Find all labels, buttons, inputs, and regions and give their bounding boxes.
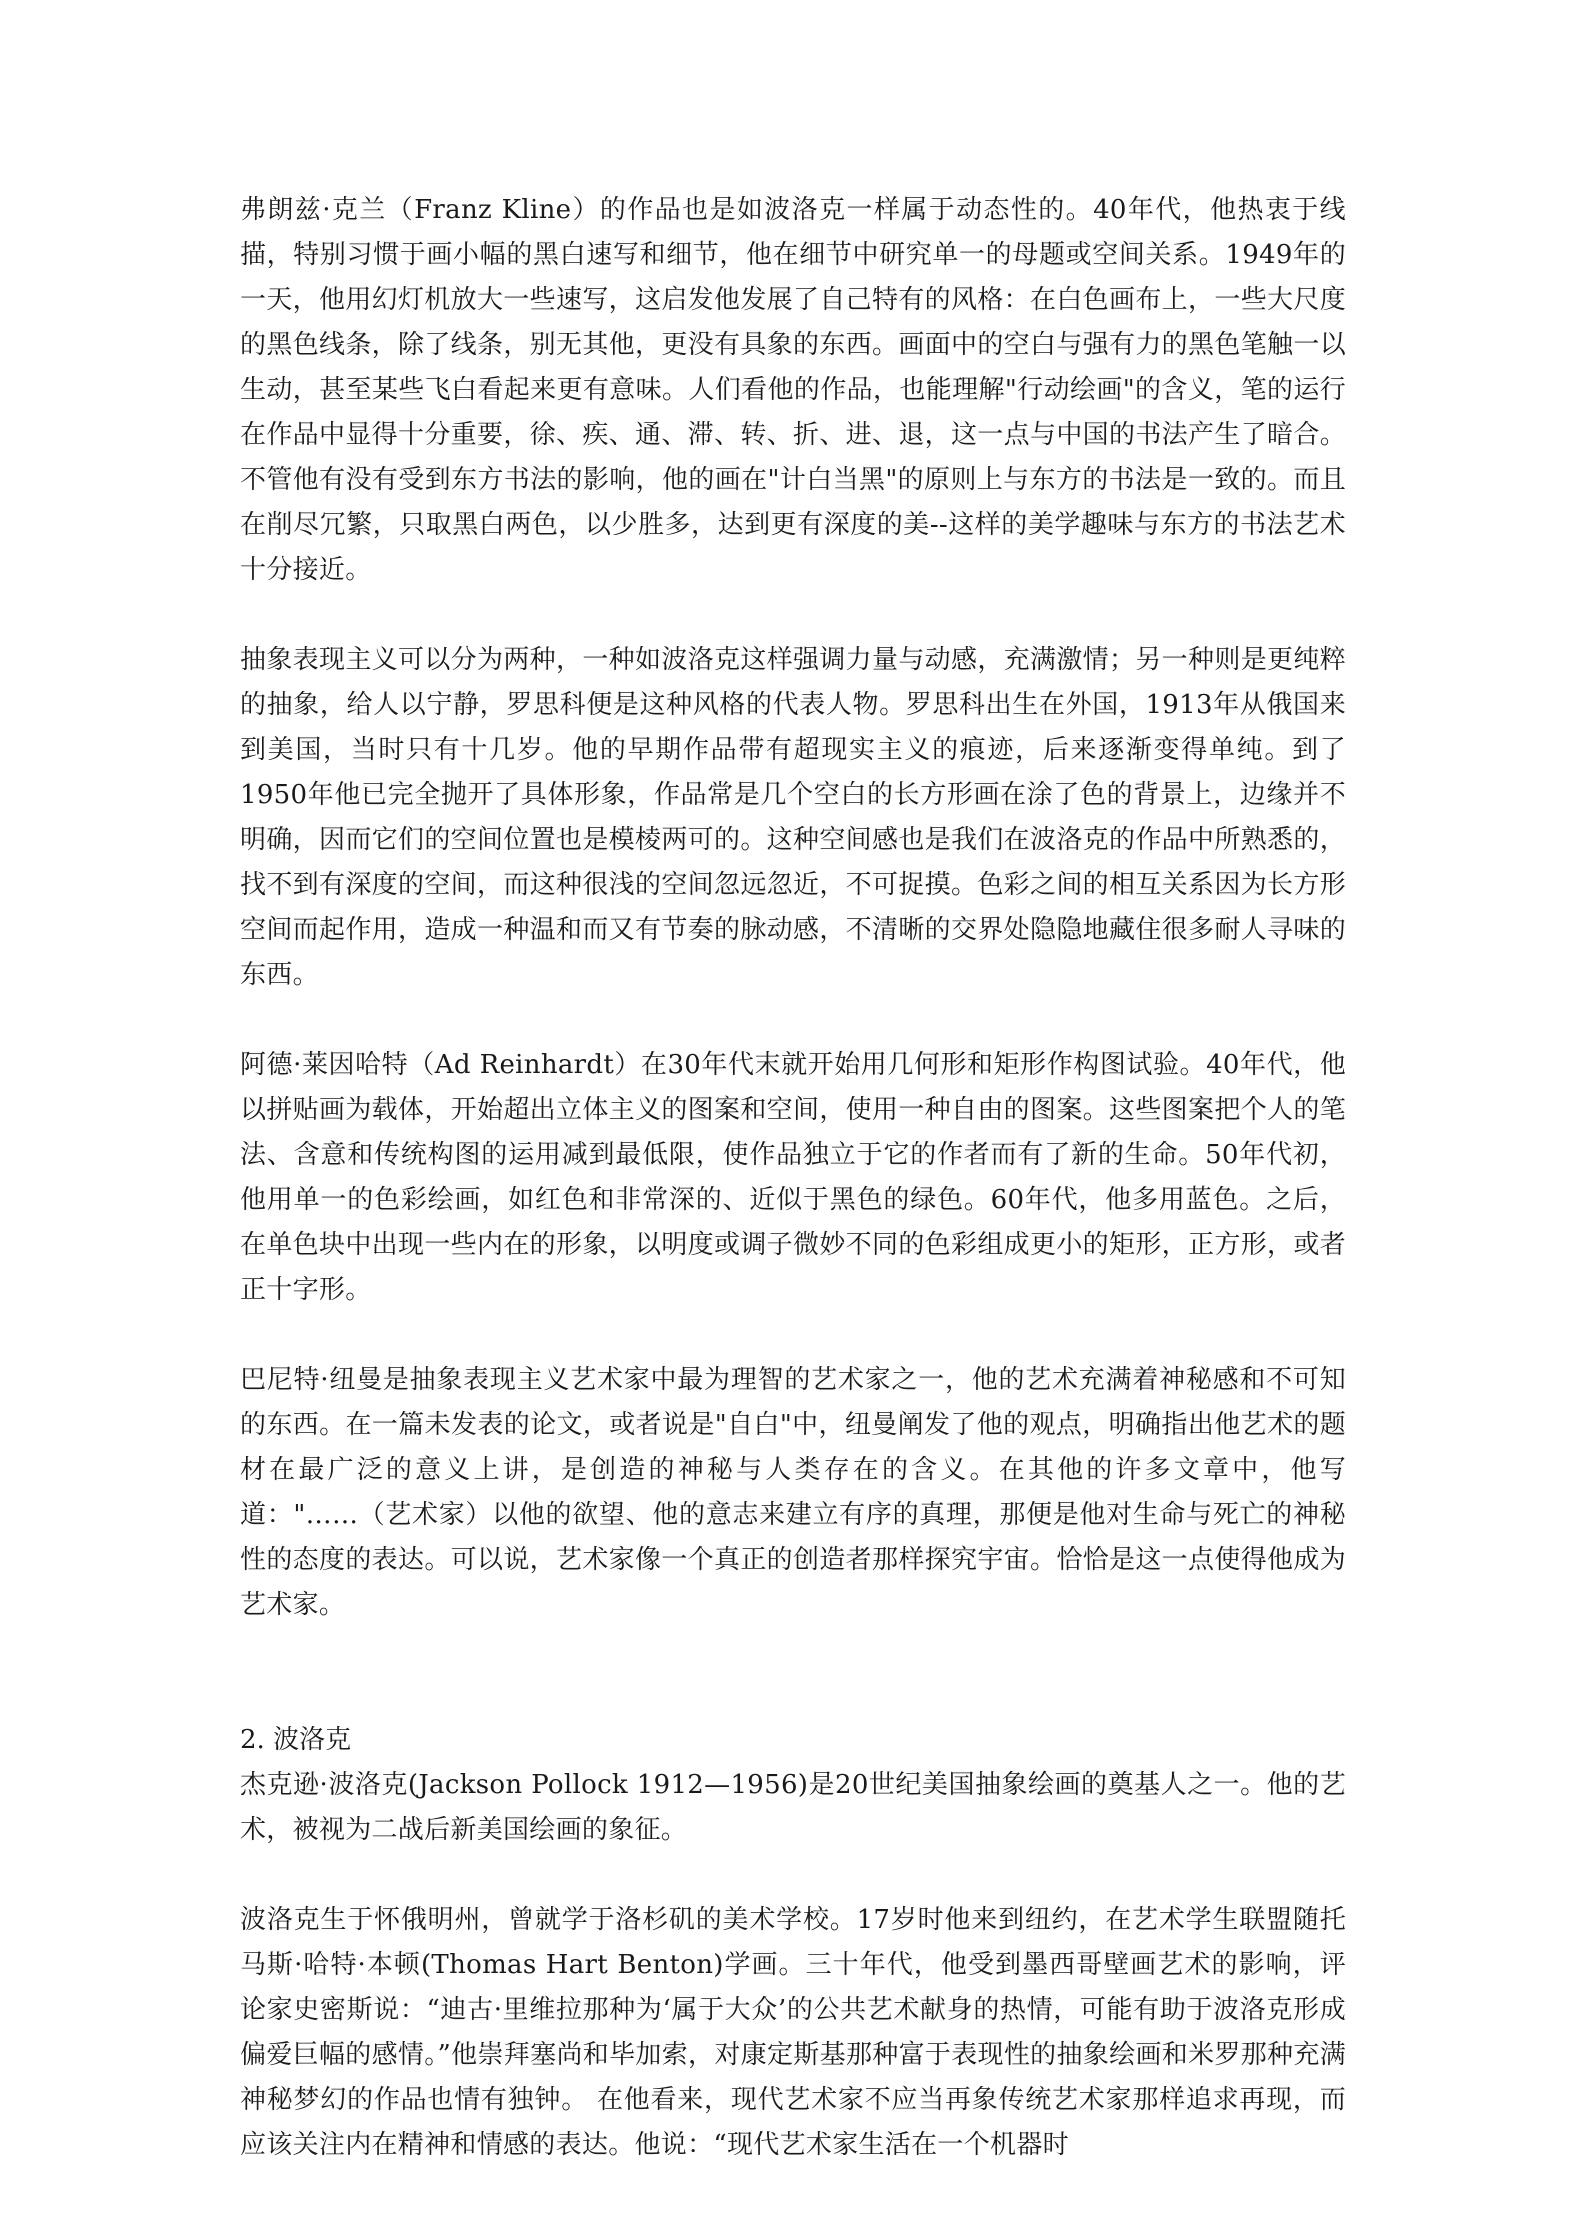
paragraph-ad-reinhardt: 阿德·莱因哈特（Ad Reinhardt）在30年代末就开始用几何形和矩形作构图试验。40年代，他以拼贴画为载体，开始超出立体主义的图案和空间，使用一种自由的图案。这些图案把个人的笔法、含意和传统构图的运用减到最低限，使作品独立于它的作者而有了新的生命。50年代初，他用单一的色彩绘画，如红色和非常深的、近似于黑色的绿色。60年代，他多用蓝色。之后，在单色块中出现一些内在的形象，以明度或调子微妙不同的色彩组成更小的矩形，正方形，或者正十字形。 bbox=[240, 1050, 1346, 1305]
paragraph-pollock-intro: 杰克逊·波洛克(Jackson Pollock 1912—1956)是20世纪美国抽象绘画的奠基人之一。他的艺术，被视为二战后新美国绘画的象征。 bbox=[240, 1770, 1346, 1845]
paragraph-franz-kline: 弗朗兹·克兰（Franz Kline）的作品也是如波洛克一样属于动态性的。40年代，他热衷于线描，特别习惯于画小幅的黑白速写和细节，他在细节中研究单一的母题或空间关系。1949年的一天，他用幻灯机放大一些速写，这启发他发展了自己特有的风格：在白色画布上，一些大尺度的黑色线条，除了线条，别无其他，更没有具象的东西。画面中的空白与强有力的黑色笔触一以生动，甚至某些飞白看起来更有意味。人们看他的作品，也能理解"行动绘画"的含义，笔的运行在作品中显得十分重要，徐、疾、通、滞、转、折、进、退，这一点与中国的书法产生了暗合。不管他有没有受到东方书法的影响，他的画在"计白当黑"的原则上与东方的书法是一致的。而且在削尽冗繁，只取黑白两色，以少胜多，达到更有深度的美--这样的美学趣味与东方的书法艺术十分接近。 bbox=[240, 195, 1346, 585]
document-body bbox=[240, 188, 1346, 2168]
section-heading-pollock: 2. 波洛克 bbox=[240, 1725, 352, 1755]
paragraph-rothko: 抽象表现主义可以分为两种，一种如波洛克这样强调力量与动感，充满激情；另一种则是更纯粹的抽象，给人以宁静，罗思科便是这种风格的代表人物。罗思科出生在外国，1913年从俄国来到美国，当时只有十几岁。他的早期作品带有超现实主义的痕迹，后来逐渐变得单纯。到了1950年他已完全抛开了具体形象，作品常是几个空白的长方形画在涂了色的背景上，边缘并不明确，因而它们的空间位置也是模棱两可的。这种空间感也是我们在波洛克的作品中所熟悉的，找不到有深度的空间，而这种很浅的空间忽远忽近，不可捉摸。色彩之间的相互关系因为长方形空间而起作用，造成一种温和而又有节奏的脉动感，不清晰的交界处隐隐地藏住很多耐人寻味的东西。 bbox=[240, 645, 1346, 990]
paragraph-barnett-newman: 巴尼特·纽曼是抽象表现主义艺术家中最为理智的艺术家之一，他的艺术充满着神秘感和不可知的东西。在一篇未发表的论文，或者说是"自白"中，纽曼阐发了他的观点，明确指出他艺术的题材在最广泛的意义上讲，是创造的神秘与人类存在的含义。在其他的许多文章中，他写道："……（艺术家）以他的欲望、他的意志来建立有序的真理，那便是他对生命与死亡的神秘性的态度的表达。可以说，艺术家像一个真正的创造者那样探究宇宙。恰恰是这一点使得他成为艺术家。 bbox=[240, 1365, 1346, 1620]
paragraph-pollock-biography: 波洛克生于怀俄明州，曾就学于洛杉矶的美术学校。17岁时他来到纽约，在艺术学生联盟随托马斯·哈特·本顿(Thomas Hart Benton)学画。三十年代，他受到墨西哥壁画艺术的影响，评论家史密斯说：“迪古·里维拉那种为‘属于大众’的公共艺术献身的热情，可能有助于波洛克形成偏爱巨幅的感情。”他崇拜塞尚和毕加索，对康定斯基那种富于表现性的抽象绘画和米罗那种充满神秘梦幻的作品也情有独钟。 在他看来，现代艺术家不应当再象传统艺术家那样追求再现，而应该关注内在精神和情感的表达。他说：“现代艺术家生活在一个机器时 bbox=[240, 1905, 1346, 2160]
